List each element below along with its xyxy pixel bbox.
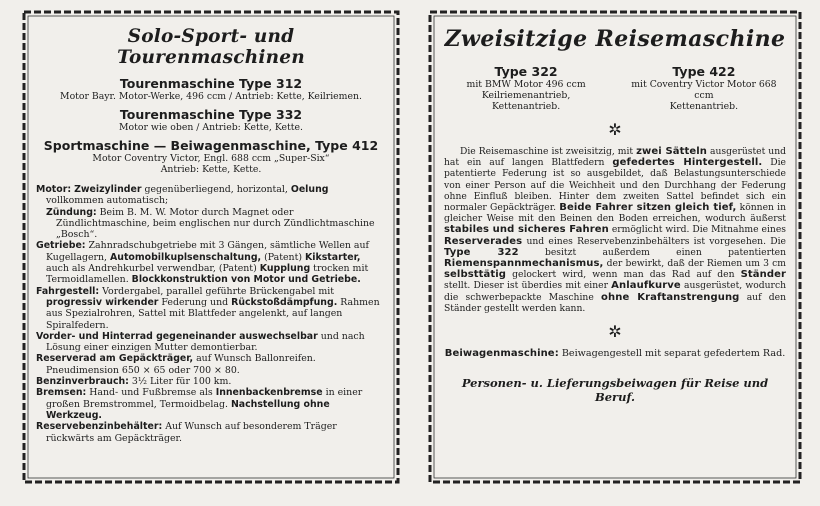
asterism-ornament-2: ✲	[608, 322, 622, 342]
type-422-drive: Kettenantrieb.	[669, 101, 739, 112]
model-312-desc: Motor Bayr. Motor-Werke, 496 ccm ∕ Antrieb: Kette, Keilriemen.	[60, 91, 362, 102]
spec-getriebe: Getriebe: Zahnradschubgetriebe mit 3 Gängen, sämtliche Wellen auf Kugellagern, Automobilkuplsenschaltung, (Patent) Kikstarter, auch als Andrehkurbel verwendbar, (Patent) Kupplung trocken mit Termoidlamellen. Blockkonstruktion von Motor und Getriebe.	[36, 240, 370, 286]
type-322-block	[444, 64, 608, 112]
asterism-ornament: ✲	[608, 120, 622, 139]
type-columns	[444, 64, 786, 112]
type-322-motor: mit BMW Motor 496 ccm	[466, 79, 586, 90]
model-412	[36, 138, 386, 175]
type-422-name: Type 422	[672, 64, 736, 79]
spec-reserverad: Reserverad am Gepäckträger, auf Wunsch Ballonreifen. Pneudimension 650 × 65 oder 700 × 80.	[36, 353, 316, 376]
spec-list	[36, 184, 386, 444]
spec-reservebenzinbehaelter: Reservebenzinbehälter: Auf Wunsch auf besonderem Träger rückwärts am Gepäckträger.	[36, 421, 337, 444]
type-422-motor: mit Coventry Victor Motor 668 ccm	[631, 79, 777, 101]
model-332-desc: Motor wie oben ∕ Antrieb: Kette, Kette.	[119, 122, 303, 133]
spec-raeder: Vorder- und Hinterrad gegeneinander auswechselbar und nach Lösung einer einzigen Mutter demontierbar.	[36, 330, 365, 354]
model-332	[36, 107, 386, 133]
spec-motor: Motor: Zweizylinder gegenüberliegend, horizontal, Oelung vollkommen automatisch;	[36, 184, 329, 207]
model-412-desc: Motor Coventry Victor, Engl. 688 ccm „Super-Six“	[92, 153, 330, 164]
left-title: Solo-Sport- und Tourenmaschinen	[117, 26, 305, 68]
left-panel	[22, 10, 400, 484]
type-322-drive-2: Kettenantrieb.	[491, 101, 561, 112]
model-312	[36, 76, 386, 102]
model-412-desc2: Antrieb: Kette, Kette.	[160, 164, 262, 175]
model-412-name: Sportmaschine — Beiwagenmaschine, Type 412	[43, 138, 379, 153]
spec-fahrgestell: Fahrgestell: Vordergabel, parallel geführte Brückengabel mit progressiv wirkender Federung und Rückstoßdämpfung. Rahmen aus Spezialrohren, Sattel mit Blattfeder angelenkt, auf langen Spiralfedern.	[36, 285, 380, 331]
footer-slogan: Personen- u. Lieferungsbeiwagen für Reise und Beruf.	[461, 376, 769, 405]
description-paragraph: Die Reisemaschine ist zweisitzig, mit zwei Sätteln ausgerüstet und hat ein auf langen Blattfedern gefedertes Hintergestell. Die patentierte Federung ist so ausgebildet, daß Belastungsunterschiede von einer Person auf die Weichheit und den Durchhang der Federung ohne Einfluß bleiben. Hinter dem zweiten Sattel befindet sich ein normaler Gepäckträger. Beide Fahrer sitzen gleich tief, können in gleicher Weise mit den Beinen den Boden erreichen, wodurch äußerst stabiles und sicheres Fahren ermöglicht wird. Die Mitnahme eines Reserverades und eines Reservebenzinbehälters ist vorgesehen. Die Type 322 besitzt außerdem einen patentierten Riemenspannmechanismus, der bewirkt, daß der Riemen um 3 cm selbsttätig gelockert wird, wenn man das Rad auf den Ständer stellt. Dieser ist überdies mit einer Anlaufkurve ausgerüstet, wodurch die schwerbepackte Maschine ohne Kraftanstrengung auf den Ständer gestellt werden kann.	[444, 146, 787, 314]
right-title: Zweisitzige Reisemaschine	[444, 26, 786, 52]
spec-benzinverbrauch: Benzinverbrauch: 3½ Liter für 100 km.	[36, 376, 232, 388]
beiwagen-note: Beiwagenmaschine: Beiwagengestell mit separat gefedertem Rad.	[444, 348, 786, 360]
model-312-name: Tourenmaschine Type 312	[119, 76, 303, 91]
model-332-name: Tourenmaschine Type 332	[119, 107, 303, 122]
type-322-drive-1: Keilriemenantrieb,	[481, 90, 571, 101]
type-322-name: Type 322	[494, 64, 558, 79]
spec-zuendung: Zündung: Beim B. M. W. Motor durch Magnet oder Zündlichtmaschine, beim englischen nur durch Zündlichtmaschine „Bosch“.	[46, 206, 375, 241]
type-422-block	[622, 64, 786, 112]
right-panel	[428, 10, 802, 484]
spec-bremsen: Bremsen: Hand- und Fußbremse als Innenbackenbremse in einer großen Bremstrommel, Termoidbelag. Nachstellung ohne Werkzeug.	[36, 387, 363, 421]
